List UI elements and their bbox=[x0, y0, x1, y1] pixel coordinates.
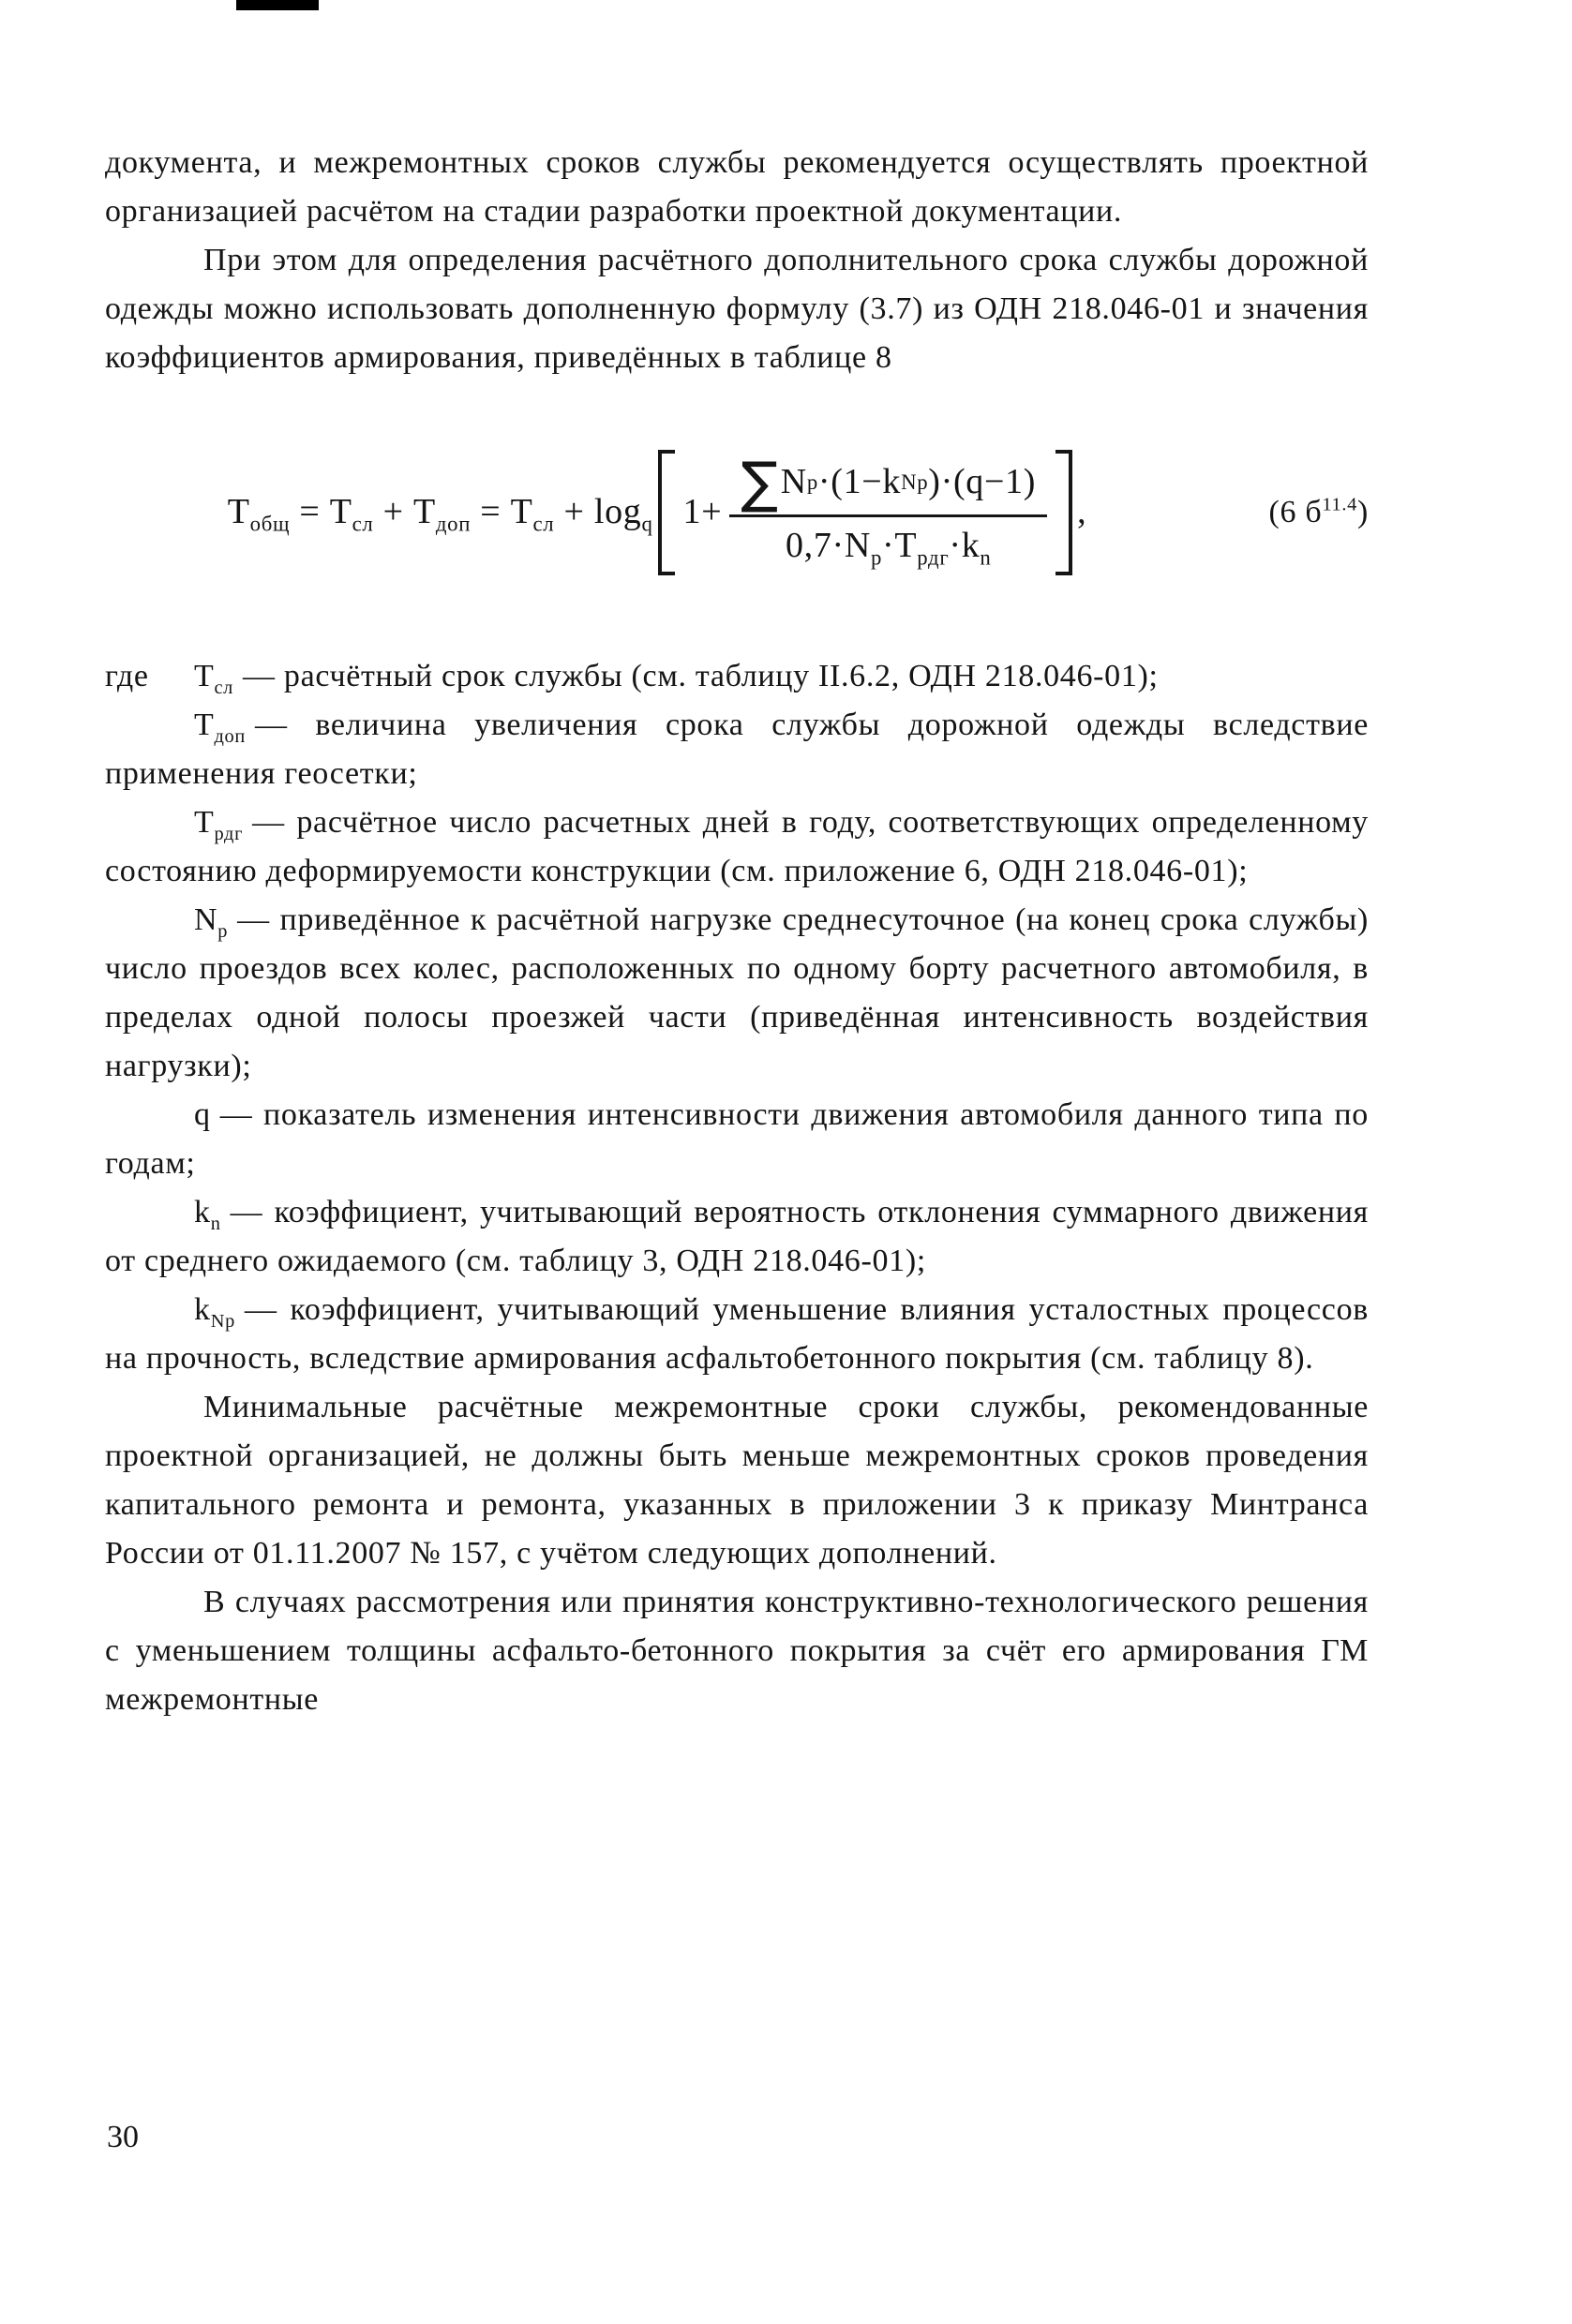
fraction bbox=[729, 450, 1047, 570]
page-number: 30 bbox=[107, 2120, 139, 2154]
paragraph: Минимальные расчётные межремонтные сроки службы, рекомендованные проектной организацией, не должны быть меньше межремонтных сроков проведения капитального ремонта и ремонта, указанных в приложении 3 к приказу Минтранса России от 01.11.2007 № 157, с учётом следующих дополнений. bbox=[105, 1389, 1369, 1571]
formula-lhs: $Т_{общ} = Т_{сл} + Т_{доп} = Т_{сл} + \log_q$ bbox=[227, 492, 653, 536]
definition-term: $Т_{сл}$ bbox=[194, 658, 234, 698]
definition-text: — показатель изменения интенсивности движения автомобиля данного типа по годам; bbox=[105, 1096, 1369, 1181]
formula-inner bbox=[680, 448, 1052, 577]
definition-item bbox=[105, 1188, 1369, 1286]
paragraph: документа, и межремонтных сроков службы рекомендуется осуществлять проектной организацией расчётом на стадии разработки проектной документации. bbox=[105, 145, 1369, 229]
definition-term: $N_р$ bbox=[194, 901, 229, 942]
paragraph: В случаях рассмотрения или принятия конструктивно-технологического решения с уменьшением толщины асфальто-бетонного покрытия за счёт его армирования ГМ межремонтные bbox=[105, 1584, 1369, 1717]
bracket-right bbox=[1055, 450, 1072, 575]
definition-item bbox=[105, 1091, 1369, 1188]
definition-term: q bbox=[194, 1096, 211, 1132]
inner-prefix: 1+ bbox=[682, 492, 723, 531]
formula-block bbox=[105, 448, 1369, 577]
denominator: $0,7\cdot N_р\cdot Т_{рдг}\cdot k_n$ bbox=[785, 526, 992, 570]
bracket-left bbox=[658, 450, 675, 575]
definition-text: — величина увеличения срока службы дорожной одежды вследствие применения геосетки; bbox=[105, 707, 1369, 791]
definition-item bbox=[105, 896, 1369, 1091]
definition-term: $k_{Nр}$ bbox=[194, 1291, 235, 1332]
definition-item bbox=[105, 1286, 1369, 1383]
numerator: ∑ N р ·(1−k Nр )·(q−1) bbox=[729, 457, 1047, 517]
definition-term: $Т_{доп}$ bbox=[194, 707, 246, 747]
definition-text: — коэффициент, учитывающий вероятность отклонения суммарного движения от среднего ожидаемого (см. таблицу 3, ОДН 218.046-01); bbox=[105, 1194, 1369, 1278]
where-label: где bbox=[105, 658, 149, 693]
definition-text: — расчётное число расчетных дней в году, соответствующих определенному состоянию деформируемости конструкции (см. приложение 6, ОДН 218.046-01); bbox=[105, 804, 1369, 888]
definition-item bbox=[105, 798, 1369, 896]
paragraph: При этом для определения расчётного дополнительного срока службы дорожной одежды можно использовать дополненную формулу (3.7) из ОДН 218.046-01 и значения коэффициентов армирования, приведённых в таблице 8 bbox=[105, 243, 1369, 375]
scan-artifact bbox=[236, 0, 319, 10]
formula-comma: , bbox=[1077, 492, 1087, 531]
definition-text: — приведённое к расчётной нагрузке среднесуточное (на конец срока службы) число проездов всех колес, расположенных по одному борту расчетного автомобиля, в пределах одной полосы проезжей части (приведённая интенсивность воздействия нагрузки); bbox=[105, 901, 1369, 1083]
definition-term: $Т_{рдг}$ bbox=[194, 804, 244, 844]
sum-icon: ∑ bbox=[741, 450, 779, 514]
equation-number: (6 $б^{11.4}$) bbox=[1268, 494, 1369, 529]
definition-text: — коэффициент, учитывающий уменьшение влияния усталостных процессов на прочность, вследствие армирования асфальтобетонного покрытия (см. таблицу 8). bbox=[105, 1291, 1369, 1376]
definition-text: — расчётный срок службы (см. таблицу II.6.2, ОДН 218.046-01); bbox=[243, 658, 1159, 693]
definition-term: $k_n$ bbox=[194, 1194, 221, 1234]
page-content bbox=[105, 139, 1369, 1724]
definition-item bbox=[105, 652, 1369, 701]
formula-math bbox=[105, 448, 1209, 577]
definition-item bbox=[105, 701, 1369, 798]
